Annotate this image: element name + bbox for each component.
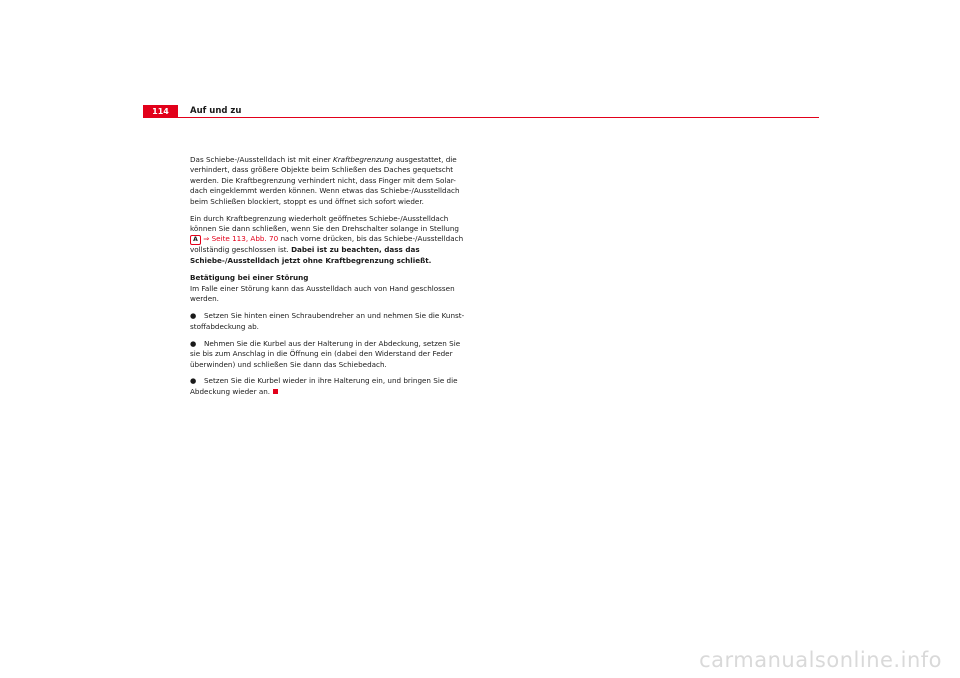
watermark: carmanualsonline.info: [699, 648, 942, 672]
position-a-marker: A: [190, 235, 201, 245]
bullet-icon: ●: [190, 338, 197, 348]
list-item-text: Setzen Sie hinten einen Schraubendreher an und nehmen Sie die Kunst-stoffabdeckung ab.: [190, 311, 465, 331]
list-item-text: Nehmen Sie die Kurbel aus der Halterung in der Abdeckung, setzen Sie sie bis zum Anschlag in die Öffnung ein (dabei den Widerstand der Feder überwinden) und schließen Sie dann das Schiebedach.: [190, 338, 461, 369]
end-square-icon: [273, 389, 278, 394]
section-heading: Betätigung bei einer Störung: [190, 272, 309, 282]
list-item: [190, 339, 470, 370]
list-item: [190, 311, 470, 332]
paragraph-schliessen: [190, 214, 470, 267]
text-run: Ein durch Kraftbegrenzung wiederholt geöffnetes Schiebe-/Ausstelldach können Sie dann schließen, wenn Sie den Drehschalter solange in Stellung: [190, 213, 459, 233]
text-run: Das Schiebe-/Ausstelldach ist mit einer: [190, 155, 333, 164]
list-item: [190, 376, 470, 397]
text-run: ausgestattet, die verhindert, dass größere Objekte beim Schließen des Daches gequetscht werden. Die Kraftbegrenzung verhindert nicht, dass Finger mit dem Solar-dach eingeklemmt werden können. Wenn etwas das Schiebe-/Ausstelldach beim Schließen blockiert, stoppt es und öffnet sich sofort wieder.: [190, 155, 460, 206]
bold-warning-text: Dabei ist zu beachten, dass das Schiebe-/Ausstelldach jetzt ohne Kraftbegrenzung schließt.: [190, 245, 432, 265]
list-item-text: Setzen Sie die Kurbel wieder in ihre Halterung ein, und bringen Sie die Abdeckung wieder an.: [190, 376, 458, 396]
bullet-icon: ●: [190, 311, 197, 321]
text-run: nach vorne drücken, bis das Schiebe-/Ausstelldach vollständig geschlossen ist.: [190, 234, 464, 255]
section-intro: Im Falle einer Störung kann das Ausstelldach auch von Hand geschlossen werden.: [190, 284, 455, 304]
emphasis-text: Kraftbegrenzung: [333, 155, 394, 164]
page-reference-link[interactable]: ⇒ Seite 113, Abb. 70: [203, 234, 279, 244]
page-number: 114: [143, 105, 178, 118]
paragraph-kraftbegrenzung: [190, 155, 470, 207]
chapter-title: Auf und zu: [190, 106, 242, 116]
bullet-icon: ●: [190, 376, 197, 386]
header-rule: [143, 117, 819, 118]
page-content: [190, 155, 470, 404]
